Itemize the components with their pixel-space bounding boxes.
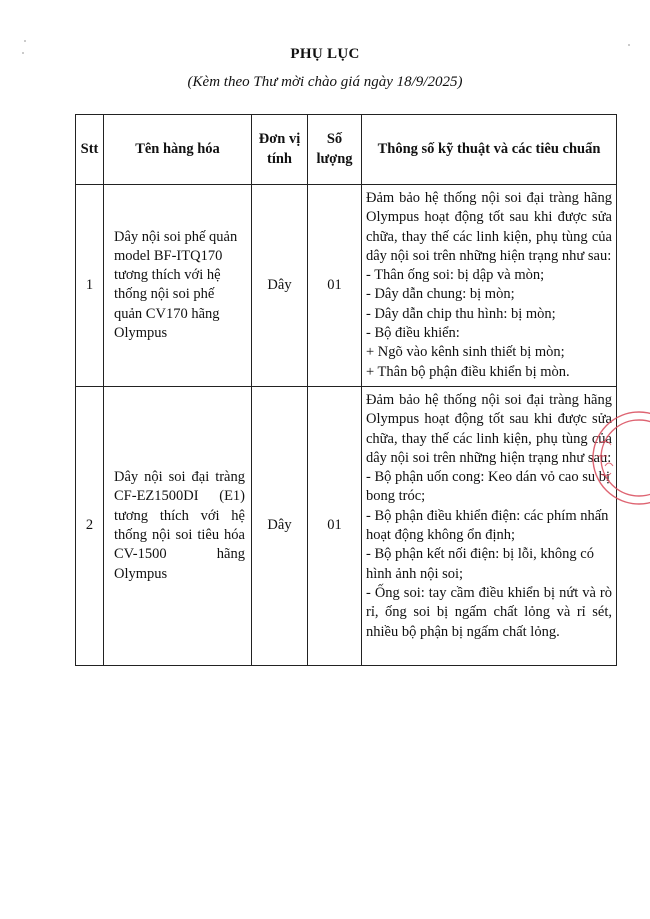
scan-speck <box>22 52 24 54</box>
header-qty: Số lượng <box>308 115 362 185</box>
table-row <box>76 185 617 387</box>
scan-speck <box>628 44 630 46</box>
row-name: Dây nội soi đại tràng CF-EZ1500DI (E1) tương thích với hệ thống nội soi tiêu hóa CV-1500 hãng Olympus <box>104 386 252 665</box>
table-row <box>76 386 617 665</box>
row-stt: 1 <box>76 185 104 387</box>
spec-line: - Dây dẫn chip thu hình: bị mòn; <box>366 305 556 322</box>
spec-line: + Ngõ vào kênh sinh thiết bị mòn; <box>366 344 565 361</box>
spec-line: - Ống soi: tay cầm điều khiển bị nứt và rò rỉ, ống soi bị ngấm chất lỏng và rỉ sét, nhiều bộ phận bị ngấm chất lỏng. <box>366 584 612 640</box>
row-unit: Dây <box>252 185 308 387</box>
row-name: Dây nội soi phế quản model BF-ITQ170 tương thích với hệ thống nội soi phế quản CV170 hãng Olympus <box>104 185 252 387</box>
scan-speck <box>24 40 26 42</box>
spec-line: - Bộ phận uốn cong: Keo dán vỏ cao su bị bong tróc; <box>366 469 611 505</box>
spec-line: - Bộ phận điều khiển điện: các phím nhấn hoạt động không ổn định; <box>366 507 609 544</box>
row-unit: Dây <box>252 386 308 665</box>
spec-line: - Thân ống soi: bị dập và mòn; <box>366 267 545 284</box>
header-spec: Thông số kỹ thuật và các tiêu chuẩn <box>362 115 617 185</box>
row-spec <box>362 386 617 665</box>
table-header-row <box>76 115 617 185</box>
spec-table <box>75 114 617 666</box>
header-name: Tên hàng hóa <box>104 115 252 185</box>
row-spec <box>362 185 617 387</box>
spec-line: - Bộ điều khiển: <box>366 325 460 342</box>
row-qty: 01 <box>308 386 362 665</box>
spec-line: + Thân bộ phận điều khiển bị mòn. <box>366 363 570 380</box>
page-title: PHỤ LỤC <box>290 46 360 62</box>
header-unit: Đơn vị tính <box>252 115 308 185</box>
spec-line: - Dây dẫn chung: bị mòn; <box>366 286 515 303</box>
row-qty: 01 <box>308 185 362 387</box>
spec-line: Đảm bảo hệ thống nội soi đại tràng hãng Olympus hoạt động tốt sau khi được sửa chữa, thay thế các linh kiện, phụ tùng của dây nội soi trên những hiện trạng như sau: <box>366 190 612 264</box>
spec-line: Đảm bảo hệ thống nội soi đại tràng hãng Olympus hoạt động tốt sau khi được sửa chữa, thay thế các linh kiện, phụ tùng của dây nội soi trên những hiện trạng như sau: <box>366 391 612 466</box>
header-stt: Stt <box>76 115 104 185</box>
row-stt: 2 <box>76 386 104 665</box>
page-subtitle: (Kèm theo Thư mời chào giá ngày 18/9/2025) <box>187 74 463 90</box>
spec-line: - Bộ phận kết nối điện: bị lỗi, không có hình ảnh nội soi; <box>366 546 594 582</box>
